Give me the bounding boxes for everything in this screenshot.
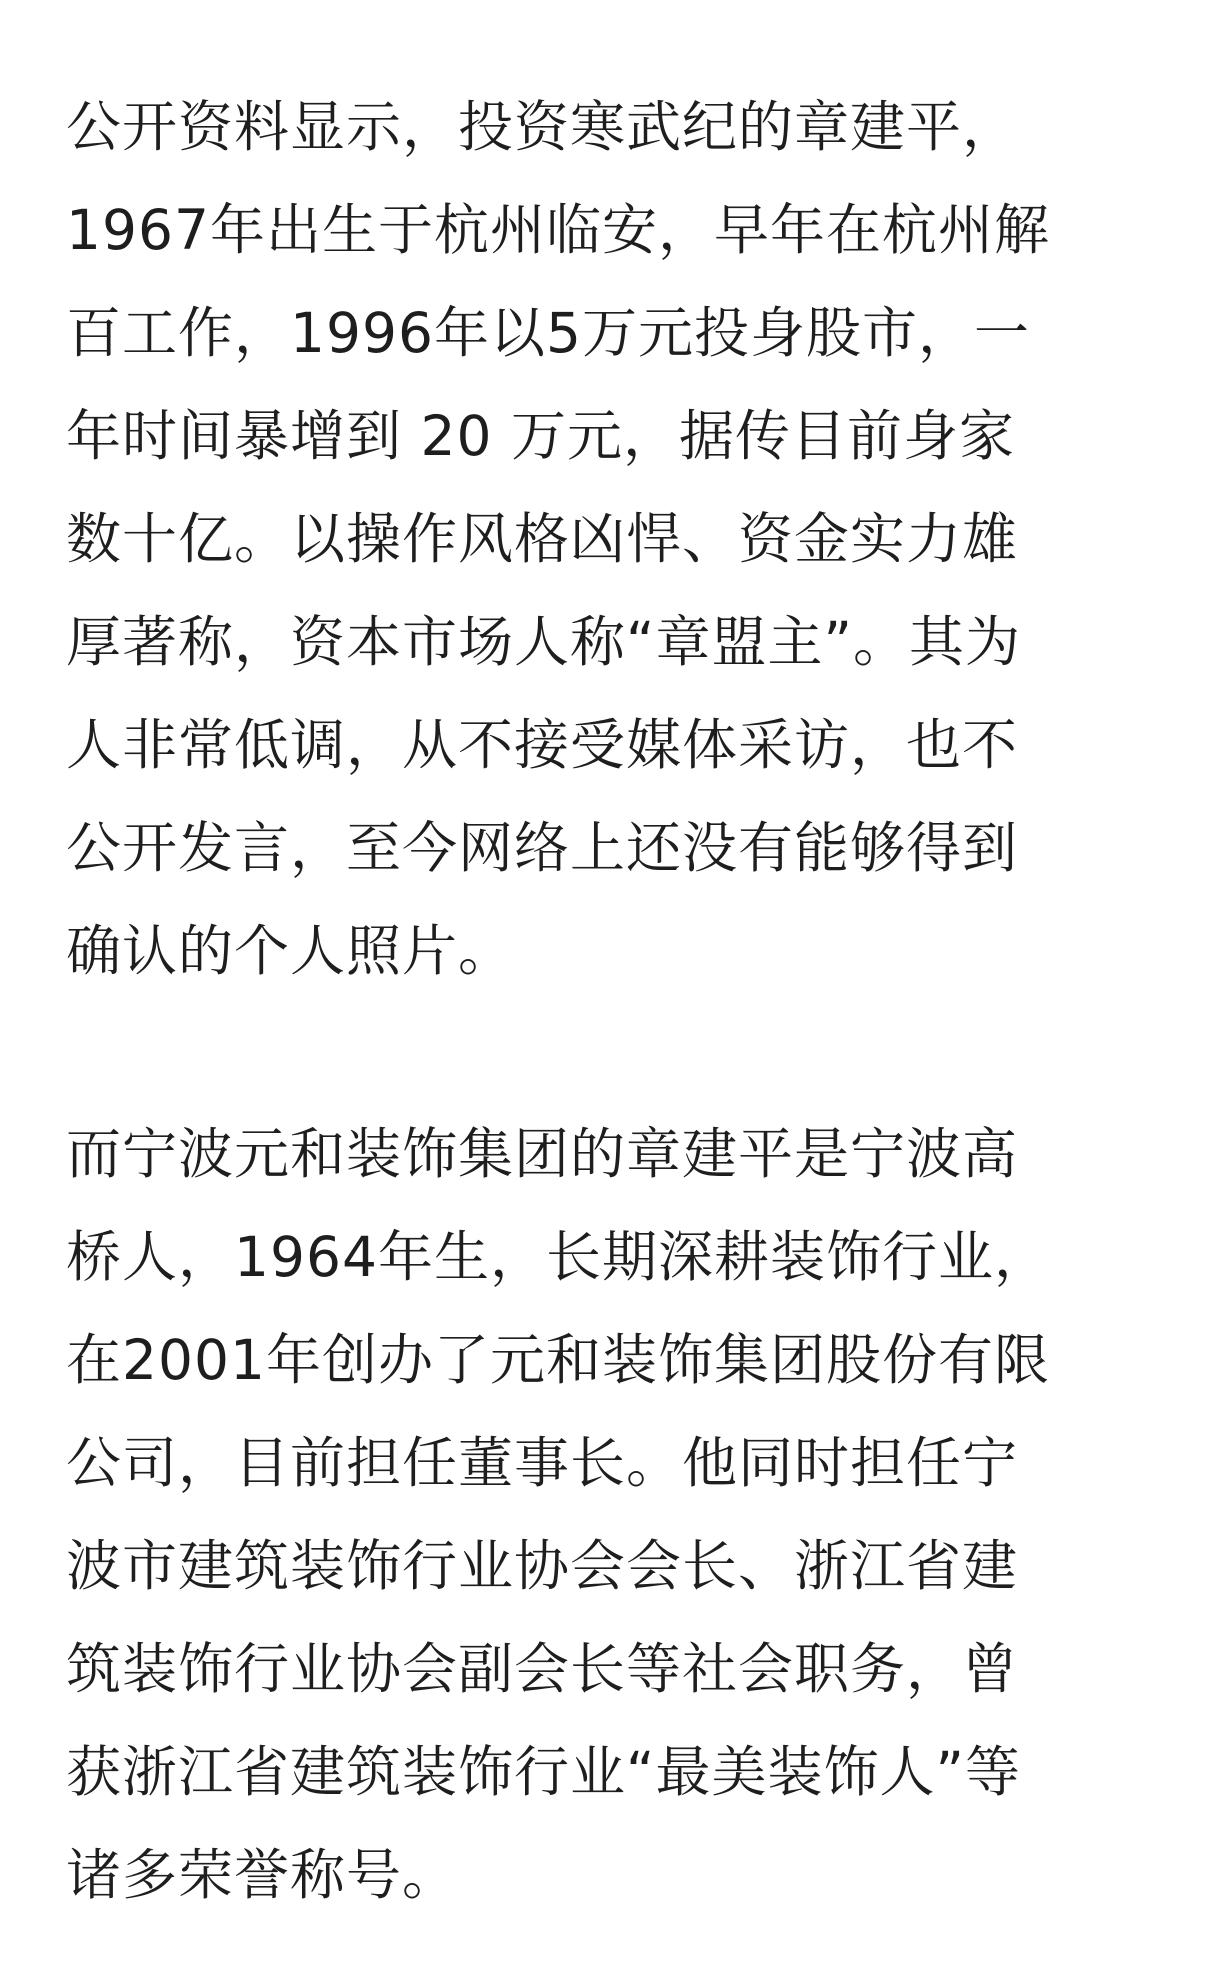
text-line: 年时间暴增到 20 万元，据传目前身家	[66, 404, 1015, 468]
paragraph-1	[66, 76, 1166, 1003]
text-line: 厚著称，资本市场人称“章盟主”。其为	[66, 610, 1021, 674]
text-line: 公开发言，至今网络上还没有能够得到	[66, 816, 1019, 880]
text-line: 获浙江省建筑装饰行业“最美装饰人”等	[66, 1740, 1021, 1804]
text-line: 在2001年创办了元和装饰集团股份有限	[66, 1328, 1050, 1392]
article-body	[66, 76, 1166, 1927]
text-line: 数十亿。以操作风格凶悍、资金实力雄	[66, 507, 1019, 571]
text-line: 人非常低调，从不接受媒体采访，也不	[66, 713, 1019, 777]
paragraph-spacer	[66, 1003, 1166, 1103]
text-line: 确认的个人照片。	[66, 919, 515, 983]
text-line: 波市建筑装饰行业协会会长、浙江省建	[66, 1534, 1019, 1598]
text-line: 百工作，1996年以5万元投身股市，一	[66, 301, 1030, 365]
text-line: 公开资料显示，投资寒武纪的章建平，	[66, 95, 1019, 159]
text-line: 桥人，1964年生，长期深耕装饰行业，	[66, 1225, 1050, 1289]
paragraph-2	[66, 1103, 1166, 1927]
text-line: 诸多荣誉称号。	[66, 1843, 459, 1907]
text-line: 公司，目前担任董事长。他同时担任宁	[66, 1431, 1019, 1495]
text-line: 1967年出生于杭州临安，早年在杭州解	[66, 198, 1050, 262]
text-line: 而宁波元和装饰集团的章建平是宁波高	[66, 1122, 1019, 1186]
text-line: 筑装饰行业协会副会长等社会职务，曾	[66, 1637, 1019, 1701]
